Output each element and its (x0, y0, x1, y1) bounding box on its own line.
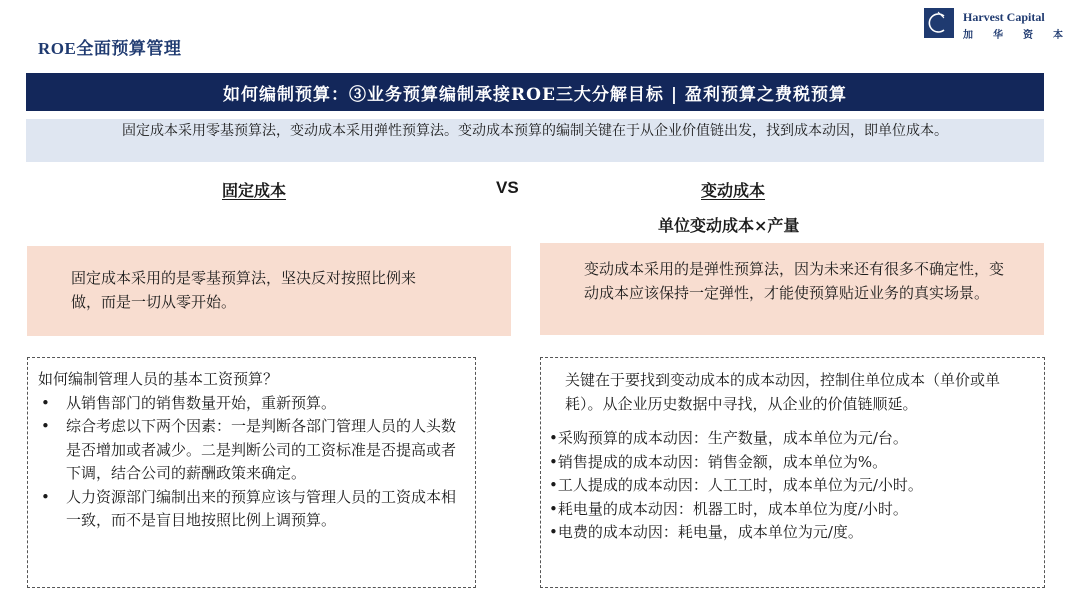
vs-label: VS (496, 178, 519, 197)
list-item: •工人提成的成本动因：人工工时，成本单位为元/小时。 (549, 476, 923, 494)
logo-text-en: Harvest Capital (963, 10, 1045, 24)
banner-text: 如何编制预算：③业务预算编制承接ROE三大分解目标 | 盈利预算之费税预算 (223, 84, 847, 105)
fixed-cost-heading: 固定成本 (222, 181, 287, 200)
list-item: •采购预算的成本动因：生产数量，成本单位为元/台。 (549, 429, 908, 447)
bullet-icon: • (549, 499, 558, 518)
bullet-icon: • (549, 476, 558, 494)
variable-cost-heading: 变动成本 (701, 181, 766, 200)
bullet-icon: • (549, 429, 558, 447)
list-item: • 人力资源部门编制出来的预算应该与管理人员的工资成本相一致，而不是盲目地按照比例上调预算。 (41, 487, 457, 529)
page-title: ROE全面预算管理 (38, 39, 182, 58)
fixed-cost-summary: 固定成本采用的是零基预算法，坚决反对按照比例来做，而是一切从零开始。 (71, 269, 417, 311)
bullet-icon: • (549, 523, 558, 541)
list-item: •耗电量的成本动因：机器工时，成本单位为度/小时。 (549, 499, 908, 518)
bullet-icon: • (41, 417, 50, 435)
section-banner (26, 73, 1044, 111)
variable-cost-summary-box (540, 243, 1044, 335)
logo-text-cn: 加 华 资 本 (963, 30, 1063, 41)
list-item: • 综合考虑以下两个因素：一是判断各部门管理人员的人头数是否增加或者减少。二是判断公司的工资标准是否提高或者下调，结合公司的薪酬政策来确定。 (41, 417, 457, 482)
bullet-icon: • (41, 393, 50, 412)
bullet-icon: • (549, 452, 558, 471)
logo-icon (924, 8, 954, 38)
variable-cost-intro: 关键在于要找到变动成本的成本动因，控制住单位成本（单价或单耗）。从企业历史数据中寻找，从企业的价值链顺延。 (565, 371, 1001, 413)
list-item: • 从销售部门的销售数量开始，重新预算。 (38, 392, 467, 416)
intro-text: 固定成本采用零基预算法，变动成本采用弹性预算法。变动成本预算的编制关键在于从企业价值链出发，找到成本动因，即单位成本。 (26, 119, 1044, 162)
bullet-icon: • (41, 487, 50, 506)
variable-cost-formula: 单位变动成本×产量 (658, 216, 800, 235)
variable-cost-detail-box (540, 357, 1045, 588)
list-item: •电费的成本动因：耗电量，成本单位为元/度。 (549, 523, 863, 541)
fixed-cost-question: 如何编制管理人员的基本工资预算？ (38, 370, 279, 388)
list-item: •销售提成的成本动因：销售金额，成本单位为%。 (549, 452, 888, 471)
fixed-cost-detail-box (27, 357, 476, 588)
variable-cost-summary: 变动成本采用的是弹性预算法，因为未来还有很多不确定性，变动成本应该保持一定弹性，才能使预算贴近业务的真实场景。 (584, 260, 1005, 302)
fixed-cost-summary-box (27, 246, 511, 336)
